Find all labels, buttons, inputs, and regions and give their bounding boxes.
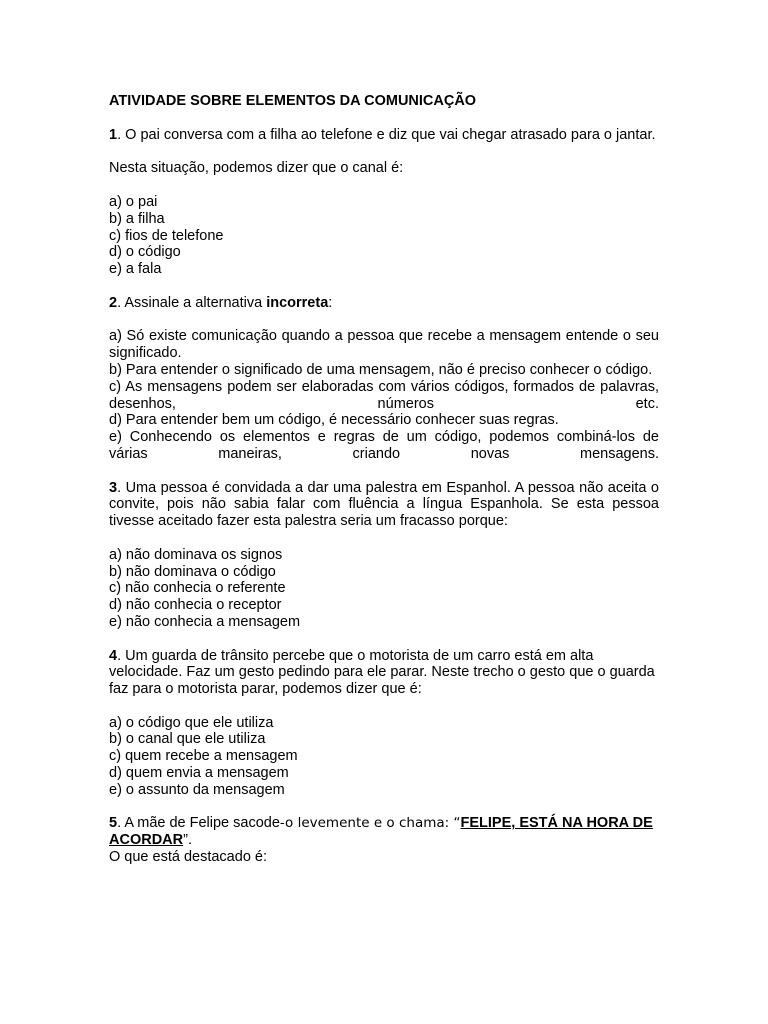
question-text: . O pai conversa com a filha ao telefone e diz que vai chegar atrasado para o jantar. — [117, 126, 656, 143]
option: b) Para entender o significado de uma mensagem, não é preciso conhecer o código. — [109, 361, 653, 378]
option: e) o assunto da mensagem — [109, 781, 285, 798]
option: d) não conhecia o receptor — [109, 597, 282, 614]
question-number: 1 — [109, 126, 118, 143]
option: c) quem recebe a mensagem — [109, 748, 298, 765]
question-4 — [109, 648, 659, 698]
question-number: 5 — [109, 815, 118, 832]
option: e) Conhecendo os elementos e regras de um código, podemos combiná-los de várias maneiras, criando novas mensagens. — [109, 429, 659, 462]
option: e) a fala — [109, 261, 162, 278]
question-text: -o levemente e o chama: “ — [279, 815, 461, 832]
question-1-options — [109, 194, 659, 278]
option: b) não dominava o código — [109, 563, 276, 580]
question-number: 3 — [109, 479, 118, 496]
emphasis-text: incorreta — [266, 294, 329, 311]
question-3 — [109, 480, 659, 530]
option: c) As mensagens podem ser elaboradas com vários códigos, formados de palavras, desenhos, números etc. — [109, 378, 659, 412]
question-text: . Uma pessoa é convidada a dar uma palestra em Espanhol. A pessoa não aceita o convite, pois não sabia falar com fluência a língua Espanhola. Se esta pessoa tivesse aceitado fazer esta palestra seria um fracasso porque: — [109, 479, 659, 530]
question-number: 4 — [109, 647, 118, 664]
question-text: . Um guarda de trânsito percebe que o motorista de um carro está em alta velocidade. Faz um gesto pedindo para ele parar. Neste trecho o gesto que o guarda faz para o motorista parar, podemos dizer que é: — [109, 647, 655, 698]
option: d) quem envia a mensagem — [109, 765, 289, 782]
option: a) não dominava os signos — [109, 546, 283, 563]
option: c) fios de telefone — [109, 227, 224, 244]
option: c) não conhecia o referente — [109, 580, 286, 597]
option: b) o canal que ele utiliza — [109, 731, 266, 748]
question-5-prompt: O que está destacado é: — [109, 849, 267, 866]
question-2: 2. Assinale a alternativa incorreta: — [109, 294, 333, 311]
question-text: . A mãe de Felipe sacode — [117, 815, 280, 832]
option: d) o código — [109, 244, 181, 261]
question-1 — [109, 127, 659, 144]
option: a) Só existe comunicação quando a pessoa que recebe a mensagem entende o seu significado. — [109, 328, 659, 362]
page-title: ATIVIDADE SOBRE ELEMENTOS DA COMUNICAÇÃO — [109, 93, 477, 109]
option: a) o pai — [109, 193, 158, 210]
question-2-options — [109, 328, 659, 462]
question-3-options — [109, 547, 659, 631]
question-5: 5. A mãe de Felipe sacode-o levemente e o chama: “FELIPE, ESTÁ NA HORA DE ACORDAR”. — [109, 815, 653, 849]
option: b) a filha — [109, 210, 165, 227]
question-text: . Assinale a alternativa — [117, 294, 267, 311]
question-4-options — [109, 715, 659, 799]
option: d) Para entender bem um código, é necessário conhecer suas regras. — [109, 412, 559, 429]
option: a) o código que ele utiliza — [109, 714, 274, 731]
option: e) não conhecia a mensagem — [109, 613, 301, 630]
question-number: 2 — [109, 294, 118, 311]
highlighted-phrase: FELIPE, ESTÁ NA HORA DE ACORDAR — [109, 815, 653, 849]
question-1-prompt: Nesta situação, podemos dizer que o canal é: — [109, 160, 404, 177]
